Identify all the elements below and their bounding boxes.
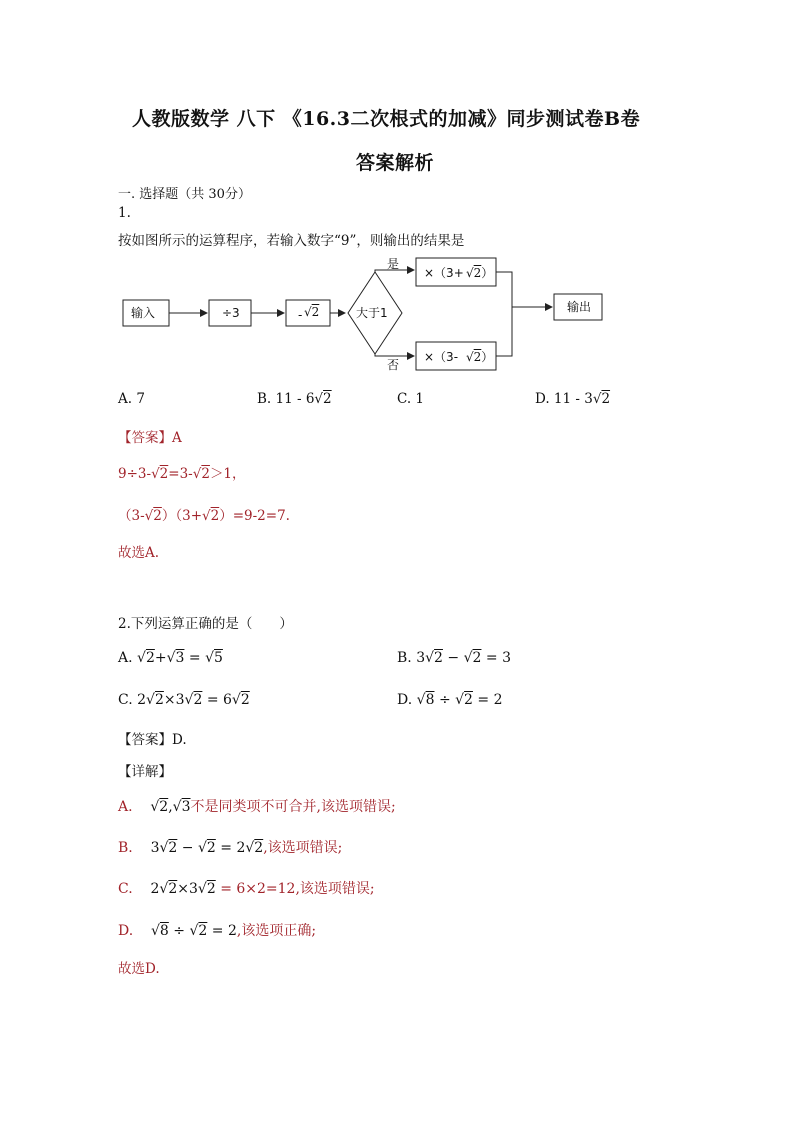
q1-answer: 【答案】A [118, 430, 182, 446]
q2-explain-d: D. √8 ÷ √2 = 2,该选项正确; [118, 923, 317, 939]
q2-conclusion: 故选D. [118, 961, 160, 977]
q2-option-b: B. 3√2 − √2 = 3 [397, 650, 511, 666]
q2-option-d: D. √8 ÷ √2 = 2 [397, 692, 503, 708]
q1-solution-line1: 9÷3-√2=3-√2＞1， [118, 466, 246, 482]
page-title: 人教版数学 八下 《16.3二次根式的加减》同步测试卷B卷 [132, 108, 641, 130]
q1-option-a: A. 7 [118, 391, 145, 407]
q2-answer: 【答案】D. [118, 732, 187, 748]
q2-option-a: A. √2+√3 = √5 [118, 650, 223, 666]
q1-conclusion: 故选A. [118, 545, 160, 561]
flow-times-yes-prefix: ×（3+ [424, 266, 464, 280]
q2-explain-b: B. 3√2 − √2 = 2√2,该选项错误; [118, 840, 343, 856]
q2-detail-heading: 【详解】 [118, 764, 172, 780]
flow-minus-prefix: - [298, 308, 303, 322]
flow-times-no-prefix: ×（3- [424, 350, 459, 364]
q2-explain-c: C. 2√2×3√2 = 6×2=12,该选项错误; [118, 881, 375, 897]
flow-no-label: 否 [387, 358, 400, 372]
q1-stem: 按如图所示的运算程序，若输入数字“9”，则输出的结果是 [118, 233, 465, 249]
q2-stem: 2.下列运算正确的是（ ） [118, 616, 293, 632]
q1-option-d: D. 11 - 3√2 [535, 391, 611, 407]
q1-number: 1. [118, 205, 131, 221]
q1-option-c: C. 1 [397, 391, 425, 407]
q2-explain-a: A. √2,√3不是同类项不可合并,该选项错误; [118, 799, 396, 815]
q1-solution-line2: （3-√2）（3+√2）=9-2=7. [118, 508, 290, 524]
flow-yes-label: 是 [387, 257, 400, 271]
q1-flowchart [0, 0, 794, 380]
flow-decision-label: 大于1 [356, 306, 388, 320]
flow-input-label: 输入 [131, 306, 156, 320]
page-subtitle: 答案解析 [356, 152, 435, 174]
q1-option-b: B. 11 - 6√2 [257, 391, 332, 407]
flow-sqrt-yes: √2） [466, 266, 494, 280]
flow-sqrt-no: √2） [466, 350, 494, 364]
flow-output-label: 输出 [567, 300, 592, 314]
section-heading: 一. 选择题（共 30分） [118, 187, 251, 202]
q2-option-c: C. 2√2×3√2 = 6√2 [118, 692, 250, 708]
flow-sqrt-2: √2 [304, 305, 320, 319]
flow-divide-label: ÷3 [222, 306, 240, 320]
